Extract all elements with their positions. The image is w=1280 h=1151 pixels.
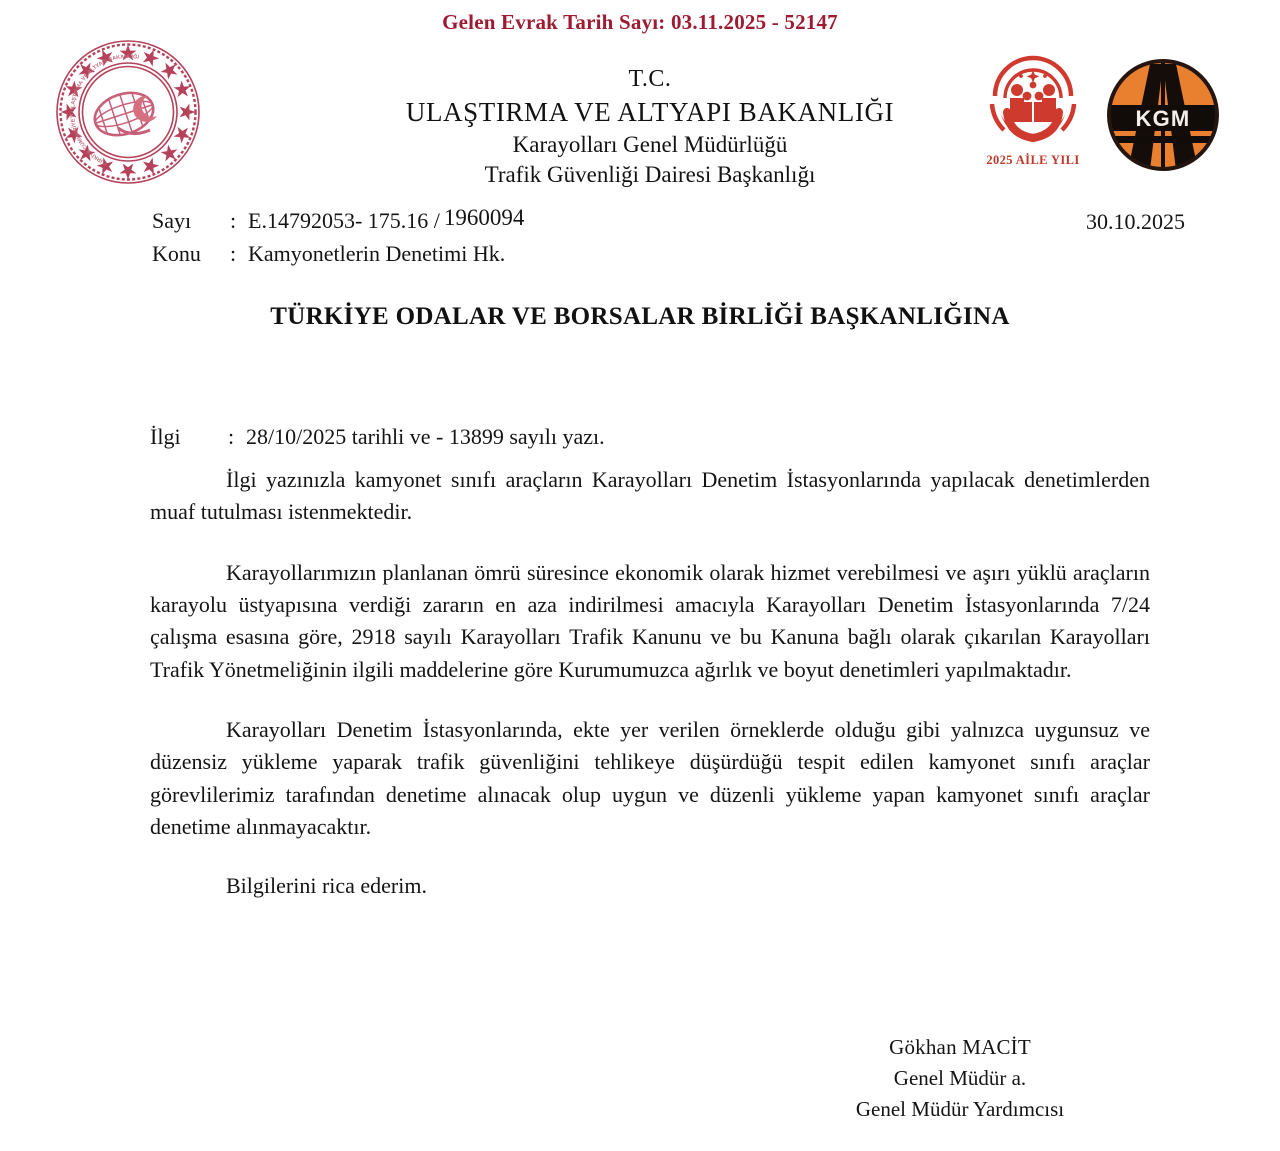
family-year-logo [968, 46, 1098, 184]
kgm-logo [1106, 58, 1220, 172]
konu-label: Konu [152, 240, 201, 266]
signatory-title-1: Genel Müdür a. [893, 1066, 1027, 1091]
konu-colon: : [230, 240, 237, 266]
signatory-name: Gökhan MACİT [889, 1035, 1031, 1059]
signature-block [760, 1032, 1160, 1125]
reference-block [152, 205, 524, 269]
sayi-row [152, 205, 524, 238]
signatory-title-2: Genel Müdür Yardımcısı [855, 1097, 1065, 1122]
sayi-number: 1960094 [443, 205, 525, 230]
document-body [150, 424, 1150, 899]
document-header [0, 18, 1280, 188]
incoming-document-stamp: Gelen Evrak Tarih Sayı: 03.11.2025 - 52147 [442, 10, 838, 34]
republic-abbreviation: T.C. [628, 66, 672, 92]
department-name: Trafik Güvenliği Dairesi Başkanlığı [484, 162, 816, 188]
family-emblem-icon [977, 46, 1089, 152]
sayi-label: Sayı [152, 208, 192, 233]
ministry-seal-icon [52, 36, 204, 188]
ilgi-row [150, 424, 1150, 450]
ilgi-value: 28/10/2025 tarihli ve - 13899 sayılı yazı. [246, 424, 605, 449]
ministry-name: ULAŞTIRMA VE ALTYAPI BAKANLIĞI [405, 97, 895, 128]
kgm-emblem-icon [1106, 58, 1220, 172]
document-date: 30.10.2025 [1086, 209, 1185, 234]
recipient-title: TÜRKİYE ODALAR VE BORSALAR BİRLİĞİ BAŞKANLIĞINA [270, 303, 1010, 330]
svg-text:TÜRKİYE CUMHURİYETİ ULAŞTIRMA: TÜRKİYE CUMHURİYETİ ULAŞTIRMA VE ALTYAPI BAKANLIĞI [69, 53, 140, 166]
svg-text:KGM: KGM [1135, 106, 1191, 131]
family-year-caption: 2025 AİLE YILI [986, 153, 1080, 167]
konu-row [152, 238, 524, 269]
general-directorate-name: Karayolları Genel Müdürlüğü [512, 132, 788, 158]
sayi-colon: : [230, 208, 237, 233]
body-paragraph-2: Karayollarımızın planlanan ömrü süresince ekonomik olarak hizmet verebilmesi ve aşırı yüklü araçların karayolu üstyapısına verdiği zararın en aza indirilmesi amacıyla Karayolları Denetim İstasyonlarında 7/24 çalışma esasına göre, 2918 sayılı Karayolları Trafik Kanunu ve bu Kanuna bağlı olarak çıkarılan Karayolları Trafik Yönetmeliğinin ilgili maddelerine göre Kurumumuzca ağırlık ve boyut denetimleri yapılmaktadır. [150, 559, 1150, 682]
body-paragraph-1: İlgi yazınızla kamyonet sınıfı araçların Karayolları Denetim İstasyonlarında yapılacak denetimlerden muaf tutulması istenmektedir. [150, 467, 1150, 525]
konu-value: Kamyonetlerin Denetimi Hk. [248, 240, 506, 266]
body-paragraph-3: Karayolları Denetim İstasyonlarında, ekte yer verilen örneklerde olduğu gibi yalnızca uygunsuz ve düzensiz yükleme yaparak trafik güvenliğini tehlikeye düşürdüğü tespit edilen kamyonet sınıfı araçlar görevlilerimiz tarafından denetime alınacak olup uygun ve düzenli yükleme yapan kamyonet sınıfı araçlar denetime alınmayacaktır. [150, 716, 1150, 839]
ilgi-colon: : [228, 424, 235, 449]
sayi-value: E.14792053- 175.16 / [248, 208, 440, 233]
ministry-title-block [300, 64, 1000, 190]
ilgi-label: İlgi [150, 424, 181, 449]
closing-line: Bilgilerini rica ederim. [226, 873, 427, 899]
